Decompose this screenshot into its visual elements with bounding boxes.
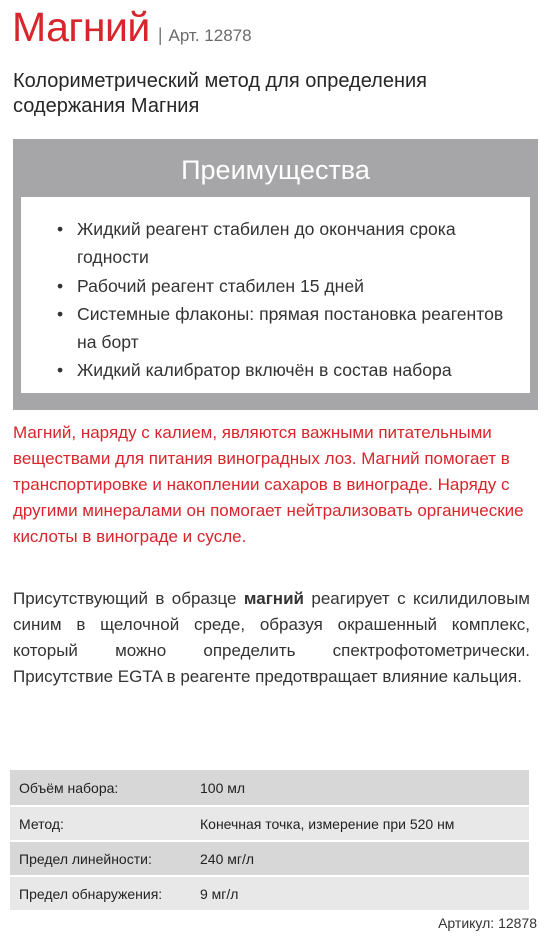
bullet-icon: •	[57, 360, 64, 381]
advantage-item	[57, 272, 510, 300]
spec-label: Объём набора:	[19, 779, 119, 796]
spec-value: 9 мг/л	[200, 885, 239, 902]
spec-label: Предел линейности:	[19, 850, 152, 867]
footer-article: Артикул: 12878	[438, 915, 537, 931]
advantage-item	[57, 300, 510, 357]
spec-row	[10, 840, 529, 875]
advantages-heading: Преимущества	[181, 155, 370, 185]
bullet-icon: •	[57, 303, 64, 324]
description-text: реагирует с ксилидиловым синим в щелочной среде, образуя окрашенный комплекс, который можно определить спектрофотометрически. Присутствие EGTA в реагенте предотвращает влияние кальция.	[13, 589, 530, 686]
advantage-text: Системные флаконы: прямая постановка реагентов на борт	[77, 303, 504, 353]
description-paragraph	[13, 586, 530, 690]
advantage-item	[57, 215, 510, 272]
spec-value: 100 мл	[200, 779, 246, 796]
advantages-list	[57, 215, 510, 385]
advantage-text: Рабочий реагент стабилен 15 дней	[77, 275, 365, 296]
description-text: Присутствующий в образце	[13, 589, 244, 608]
spec-row	[10, 875, 529, 910]
spec-row	[10, 770, 529, 805]
advantage-text: Жидкий калибратор включён в состав набора	[77, 360, 452, 381]
bullet-icon: •	[57, 275, 64, 296]
product-subtitle: Колориметрический метод для определения содержания Магния	[13, 70, 428, 117]
bullet-icon: •	[57, 219, 64, 239]
article-number: Арт. 12878	[168, 26, 252, 45]
title-separator: |	[157, 25, 163, 45]
page-header	[12, 4, 537, 54]
spec-value: 240 мг/л	[200, 850, 255, 867]
spec-value: Конечная точка, измерение при 520 нм	[200, 815, 455, 832]
advantage-text: Жидкий реагент стабилен до окончания срока годности	[77, 219, 456, 268]
spec-row	[10, 805, 529, 840]
specs-table	[10, 770, 529, 910]
advantage-item	[57, 356, 510, 384]
highlight-paragraph: Магний, наряду с калием, являются важными питательными веществами для питания виноградных лоз. Магний помогает в транспортировке и накоплении сахаров в винограде. Наряду с другими минералами он помогает нейтрализовать органические кислоты в винограде и сусле.	[13, 423, 524, 546]
advantages-box	[13, 139, 538, 410]
product-title: Магний	[12, 4, 150, 50]
spec-label: Метод:	[19, 815, 64, 832]
advantages-panel	[21, 197, 530, 393]
description-bold: магний	[243, 589, 304, 608]
spec-label: Предел обнаружения:	[19, 885, 163, 902]
